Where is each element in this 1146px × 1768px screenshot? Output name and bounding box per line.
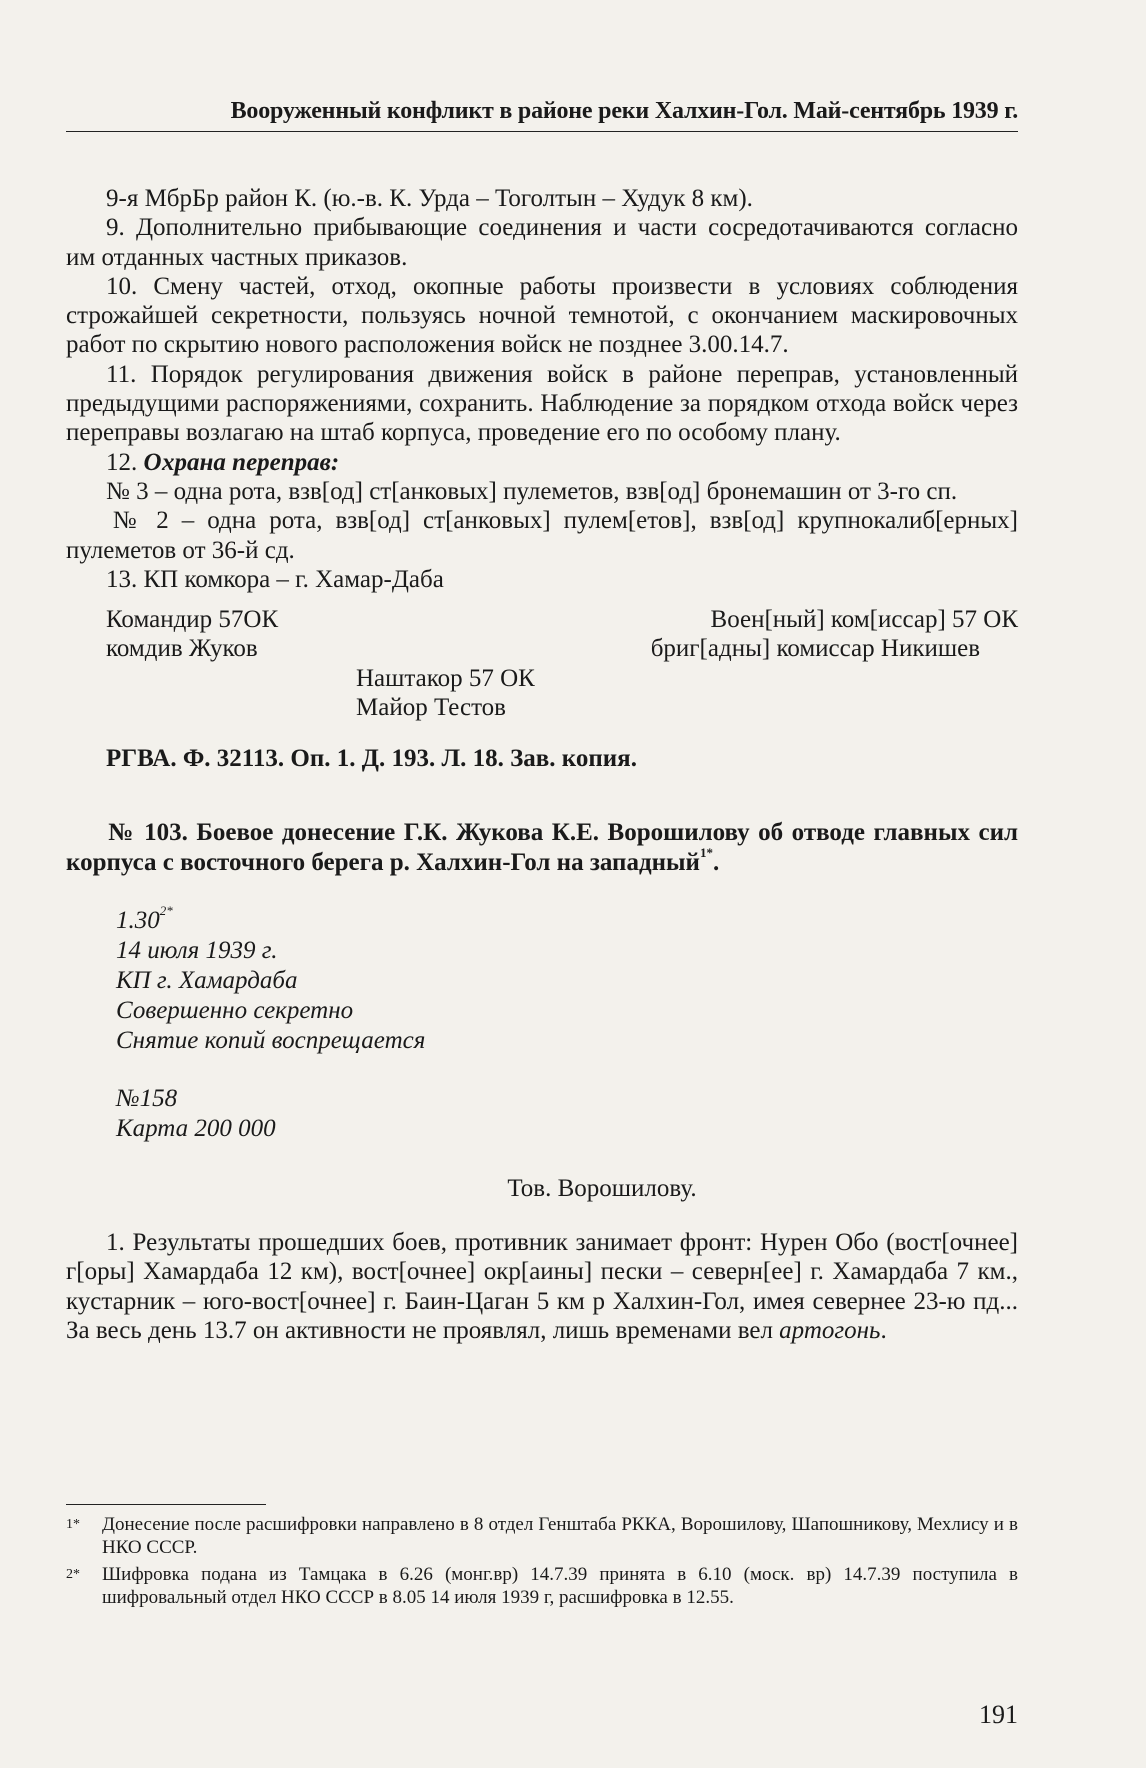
doc-place: КП г. Хамардаба [116,966,298,994]
footnote-1 [66,1513,1018,1559]
footnote-2-mark: 2* [66,1567,80,1582]
addressee: Тов. Ворошилову. [507,1174,697,1202]
document-title: № 103. Боевое донесение Г.К. Жукова К.Е. Ворошилову об отводе главных сил корпуса с восточного берега р. Халхин-Гол на западный$^{1*}$. [66,818,1018,876]
paragraph-12-heading: 12. Охрана переправ: [106,448,340,476]
doc-copy-note: Снятие копий воспрещается [116,1026,426,1054]
running-title: Вооруженный конфликт в районе реки Халхин-Гол. Май-сентябрь 1939 г. [230,98,1018,124]
footnote-2-text: Шифровка подана из Тамцака в 6.26 (монг.вр) 14.7.39 принята в 6.10 (моск. вр) 14.7.39 поступила в шифровальный отдел НКО СССР в 8.05 14 июля 1939 г, расшифровка в 12.55. [102,1564,1018,1608]
footnote-1-mark: 1* [66,1517,80,1532]
doc-number: №158 [116,1084,178,1112]
footnotes [66,1513,1018,1613]
signature-row-titles [66,605,1018,634]
crossing-2: № 2 – одна рота, взв[од] ст[анковых] пулем[етов], взв[од] крупнокалиб[ерных] пулеметов от 36-й сд. [66,507,1018,564]
doc-date: 14 июля 1939 г. [116,936,278,964]
paragraph-11: 11. Порядок регулирования движения войск в районе переправ, установленный предыдущими распоряжениями, сохранить. Наблюдение за порядком отхода войск через переправы возлагаю на штаб корпуса, проведение его по особому плану. [66,360,1018,447]
archive-reference: РГВА. Ф. 32113. Оп. 1. Д. 193. Л. 18. Зав. копия. [106,745,637,773]
header-rule [66,131,1018,132]
commissar-name: бриг[адны] комиссар Никишев [650,635,980,663]
document-page [66,0,1018,1768]
chief-of-staff-name: Майор Тестов [356,694,506,722]
footnote-2 [66,1563,1018,1609]
commander-name: комдив Жуков [106,635,258,663]
footnote-rule [66,1504,266,1505]
paragraph-9: 9. Дополнительно прибывающие соединения и части сосредотачиваются согласно им отданных частных приказов. [66,214,1018,271]
doc-map: Карта 200 000 [116,1114,276,1142]
paragraph-10: 10. Смену частей, отход, окопные работы произвести в условиях соблюдения строжайшей секретности, пользуясь ночной темнотой, с окончанием маскировочных работ по скрытию нового расположения войск не позднее 3.00.14.7. [66,272,1018,359]
crossing-3: № 3 – одна рота, взв[од] ст[анковых] пулеметов, взв[од] бронемашин от 3-го сп. [106,477,958,505]
crossings-heading: Охрана переправ: [143,448,340,476]
doc-secrecy: Совершенно секретно [116,996,354,1024]
footnote-ref-1: 1* [699,844,713,860]
commissar-title: Воен[ный] ком[иссар] 57 ОК [710,606,1018,634]
footnote-1-text: Донесение после расшифровки направлено в 8 отдел Генштаба РККА, Ворошилову, Шапошникову, Мехлису и в НКО СССР. [102,1514,1018,1558]
doc-time: $1.30^{2*}$ [116,902,173,934]
paragraph-13: 13. КП комкора – г. Хамар-Даба [106,565,444,593]
document-metadata [66,902,1018,1144]
footnote-ref-2: 2* [159,902,173,918]
report-paragraph-1: 1. Результаты прошедших боев, противник занимает фронт: Нурен Обо (вост[очнее] г[оры] Хамардаба 12 км), вост[очнее] окр[аины] пески – северн[ее] г. Хамардаба 7 км., кустарник – юго-вост[очнее] г. Баин-Цаган 5 км р Халхин-Гол, имея севернее 23-ю пд... За весь день 13.7 он активности не проявлял, лишь временами вел артогонь. [66,1228,1018,1344]
line-brigade: 9-я МбрБр район К. (ю.-в. К. Урда – Тоголтын – Худук 8 км). [106,185,753,212]
chief-of-staff-title: Наштакор 57 ОК [356,664,535,692]
main-text [66,184,1018,1345]
signature-row-names [66,634,1018,663]
commander-title: Командир 57ОК [106,606,279,634]
page-number: 191 [979,1700,1018,1729]
